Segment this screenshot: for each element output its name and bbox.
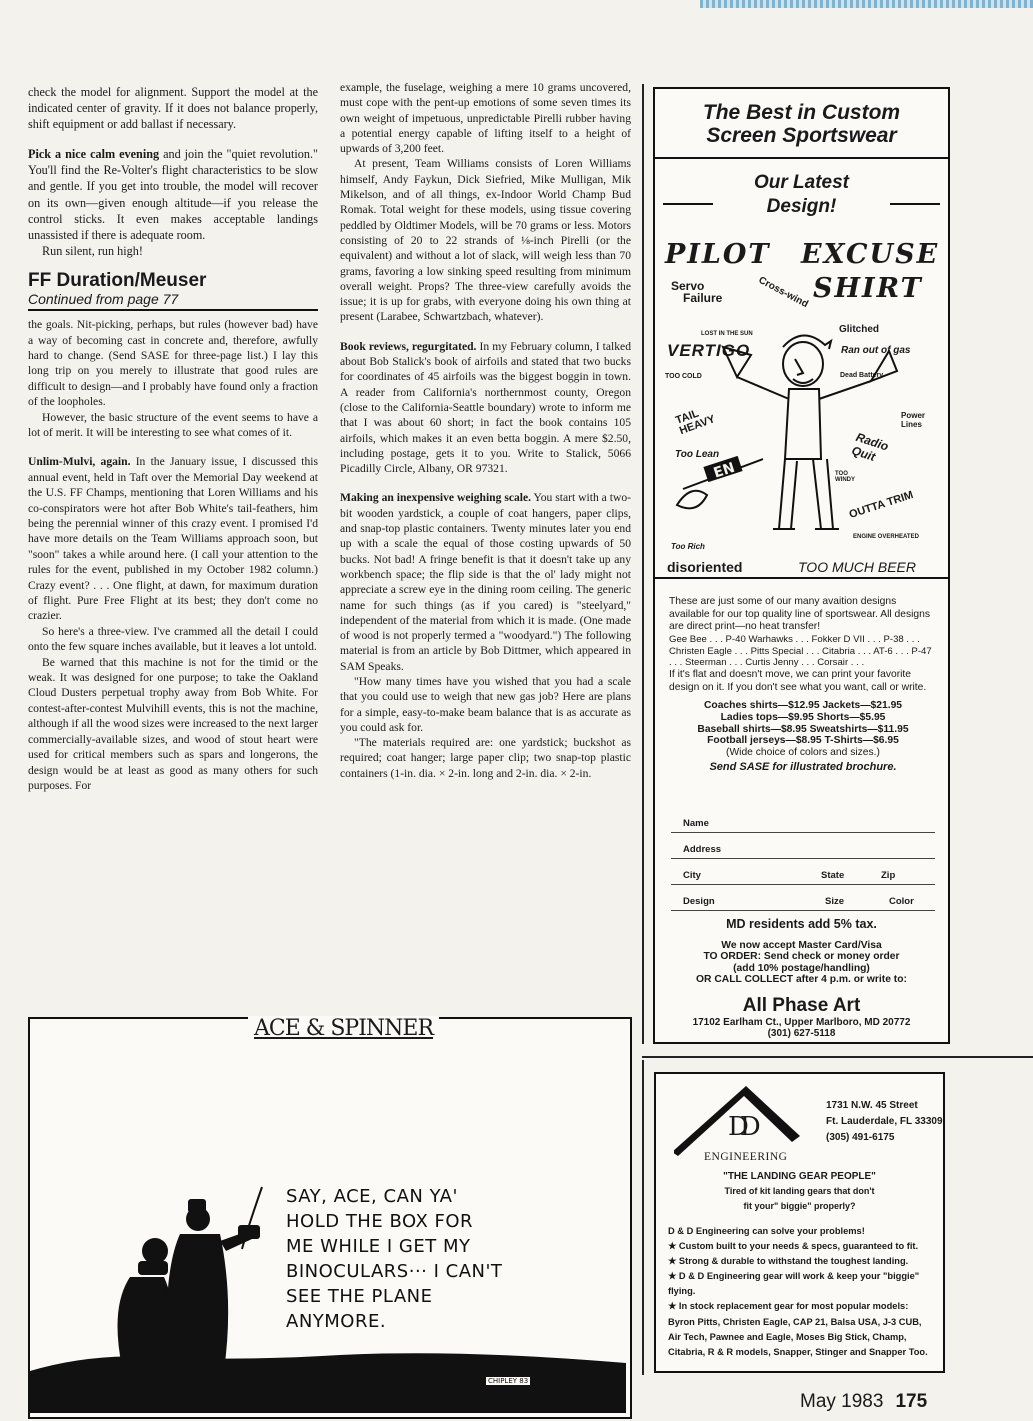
paragraph: However, the basic structure of the event seems to have a lot of merit. It will be interesting to see what comes of it. [28, 410, 318, 439]
paragraph-lead: Book reviews, regurgitated. [340, 339, 477, 353]
speech-line: ME WHILE I GET MY [286, 1236, 471, 1257]
paragraph-text: In my February column, I talked about Bob Stalick's book of airfoils and stated that two bucks for coordinates of 45 airfoils was the biggest boggin in town. A reader from California's northernmost county, Oregon (close to the California-Seattle boundary) wrote to inform me that I was about 60 short; in fact the book contains 105 airfoils, which makes it an even betta boggin. A mere $2.50, including postage, gets it to you. Write to Stalick, 5066 Picadilly Circle, Albany, OR 97321. [340, 339, 631, 476]
body-text: Gee Bee . . . P-40 Warhawks . . . Fokker D VII . . . P-38 . . . Christen Eagle . . . Pitts Special . . . Citabria . . . AT-6 . . . P-47 . . . Steerman . . . Curtis Jenny . . . Corsair . . . [669, 633, 932, 669]
heading-rule [663, 203, 713, 205]
form-label: Size [825, 896, 845, 907]
phone-line: (305) 491-6175 [826, 1132, 895, 1143]
excuse-label: VERTIGO [667, 341, 751, 360]
column-2 [340, 80, 631, 781]
paragraph: At present, Team Williams consists of Loren Williams himself, Andy Faykun, Dick Siefried, Mike Mulligan, Mik Mikelson, and of all things, ex-Indoor World Champ Bud Romak. Total weight for these models, using tissue covering peddled by Oldtimer Models, will be 70 grams or less. Motors consisting of 20 to 22 strands of ⅛-inch Pirelli (or the equivalent) and without a lot of slack, will weigh less than 70 grams, favoring a low sinking speed resulting from minimum overall weight. Props? The three-view carefully avoids the issue; it is up for grabs, with everyone doing his own thing at present (Larabee, Schwartzbach, whatever). [340, 157, 631, 324]
list-item [668, 1269, 936, 1299]
page-footer [800, 1391, 927, 1413]
paragraph-text: and join the "quiet revolution." You'll find the Re-Volter's flight characteristics to be slow and gentle. If you get into trouble, the model will recover on its own—given enough altitude—if you release the control sticks. It even makes acceptable landings unassisted if there is adequate room. [28, 147, 318, 242]
speech-line: HOLD THE BOX FOR [286, 1211, 474, 1232]
excuse-label: disoriented [667, 559, 743, 575]
tax-note: MD residents add 5% tax. [726, 917, 877, 931]
paragraph-text: You start with a two-bit wooden yardstick, a couple of coat hangers, paper clips, and snap-top plastic containers. Twenty minutes later you end up with a scale the equal of those costing upwards of 50 bucks. Not bad! A fringe benefit is that it doesn't take up any workbench space; the flip side is that the ol' lady might not appreciate a screw eye in the dining room ceiling. The generic name for such things (as if you cared) is "steelyard," independent of the material from which it is made. (One made of wood is not properly termed a "woodyard.") The following material is from an article by Bob Dittmer, which appeared in SAM Speaks. [340, 491, 631, 673]
excuse-label: Dead Battery [840, 372, 884, 379]
excuse-label: Glitched [839, 324, 880, 335]
phone-line: (301) 627-5118 [767, 1028, 836, 1039]
excuse-label: LOST IN THE SUN [701, 331, 753, 337]
page-number: 175 [895, 1391, 928, 1412]
paragraph-lead: Unlim-Mulvi, again. [28, 455, 131, 469]
excuse-label: Too Rich [671, 542, 705, 551]
paragraph: Be warned that this machine is not for the timid or the weak. It was designed for one purpose; to take the Oakland Cloud Dusters perpetual trophy away from Bob White. For contest-after-contest Mulvihill events, this is not the machine, although if all the wood sizes were increased to the next larger commercially-available sizes, and wood of stout heart were used for critical members such as spars and longerons, the design would be at least as good as many others for such purposes. For [28, 655, 318, 792]
section-title: FF Duration/Meuser [28, 269, 207, 291]
tagline-line: fit your" biggie" properly? [743, 1201, 856, 1211]
latest-line: Our Latest [753, 172, 850, 193]
horizontal-divider [642, 1056, 1033, 1058]
art-rule [655, 577, 948, 579]
star-icon: ★ [668, 1271, 679, 1282]
speech-line: SEE THE PLANE [286, 1286, 433, 1307]
order-form [671, 807, 935, 911]
form-label: State [821, 870, 845, 881]
ad2-address [826, 1098, 943, 1146]
form-label: City [683, 870, 701, 881]
tagline-line: "THE LANDING GEAR PEOPLE" [723, 1171, 876, 1182]
section-subtitle: Continued from page 77 [28, 291, 318, 311]
body-text: If it's flat and doesn't move, we can print your favorite design on it. If you don't see what you want, call or write. [669, 669, 927, 693]
paragraph-text: In the January issue, I discussed this annual event, held in Taft over the Memorial Day weekend at the U.S. FF Champs, mentioning that Loren Williams and his co-conspirators were hot after Bob White's tail-feathers, him being the perennial winner of this crazy event. I promised I'd have more details on the Team Williams approach soon, but "soon" takes a while around here. (I call your attention to the rules for the event, published in my October 1982 column.) Crazy event? . . . One flight, at dawn, for maximum duration of flight. Pure Free Flight at its best; they don't come no crazier. [28, 455, 318, 623]
pilot-excuse-shirt-art [663, 239, 940, 575]
excuse-label: OUTTA TRIM [847, 489, 915, 521]
ace-spinner-cartoon [28, 1017, 632, 1419]
order-line: We now accept Master Card/Visa [721, 940, 882, 951]
list-item [668, 1239, 936, 1254]
ad-headline [655, 89, 948, 159]
form-row-address[interactable] [671, 833, 935, 859]
form-label: Address [683, 844, 722, 855]
latest-design-heading [655, 171, 948, 219]
form-label: Color [889, 896, 914, 907]
ad2-tagline [656, 1169, 943, 1214]
excuse-label: TOO COLD [665, 373, 702, 380]
price-line: Ladies tops—$9.95 Shorts—$5.95 [720, 711, 886, 723]
headline-line: The Best in Custom [702, 101, 901, 124]
city-line: Ft. Lauderdale, FL 33309 [826, 1116, 943, 1127]
tagline-line: Tired of kit landing gears that don't [724, 1186, 875, 1196]
excuse-label: Too Lean [675, 449, 720, 460]
excuse-label: TOO WINDY [835, 471, 855, 483]
excuse-label: Servo [671, 279, 705, 293]
price-line: Baseball shirts—$8.95 Sweatshirts—$11.95 [697, 723, 909, 735]
form-row-city[interactable] [671, 859, 935, 885]
form-label: Name [683, 818, 709, 829]
star-icon: ★ [668, 1256, 679, 1267]
excuse-label: Power Lines [901, 411, 926, 429]
paragraph [340, 490, 631, 674]
column-divider [642, 84, 644, 1044]
excuse-label: Cross-wind [756, 274, 810, 311]
order-line: OR CALL COLLECT after 4 p.m. or write to: [696, 974, 907, 986]
paragraph: So here's a three-view. I've crammed all the detail I could onto the few square inches available, but it leaves a lot untold. [28, 624, 318, 654]
price-line: Coaches shirts—$12.95 Jackets—$21.95 [703, 700, 903, 712]
address-line: 17102 Earlham Ct., Upper Marlboro, MD 20772 [692, 1017, 911, 1028]
engineering-label: ENGINEERING [704, 1151, 788, 1163]
paragraph [28, 146, 318, 243]
sase-note: Send SASE for illustrated brochure. [709, 761, 897, 774]
speech-line: SAY, ACE, CAN YA' [286, 1186, 458, 1207]
paragraph: check the model for alignment. Support the model at the indicated center of gravity. If it does not balance properly, shift equipment or add ballast if necessary. [28, 85, 318, 132]
issue-date: May 1983 [800, 1391, 884, 1412]
paragraph: Run silent, run high! [42, 243, 143, 258]
cartoon-signature: CHIPLEY 83 [488, 1377, 529, 1385]
latest-line: Design! [766, 196, 837, 217]
list-item-text: Custom built to your needs & specs, guaranteed to fit. [678, 1241, 919, 1252]
list-item-text: In stock replacement gear for most popular models: Byron Pitts, Christen Eagle, CAP 21, Balsa USA, J-3 CUB, Air Tech, Pawnee and Eagle, Moses Big Stick, Champ, Citabria, R & R models, Snapper, Stinger and Snapper Too. [668, 1301, 928, 1357]
form-label: Zip [881, 870, 896, 881]
art-title: SHIRT [813, 273, 923, 304]
sportswear-ad [653, 87, 950, 1044]
excuse-label: TOO MUCH BEER [798, 559, 916, 575]
price-line: (Wide choice of colors and sizes.) [726, 746, 880, 758]
excuse-label: ENGINE OVERHEATED [853, 534, 919, 540]
solve-line: D & D Engineering can solve your problems! [668, 1226, 865, 1236]
star-icon: ★ [668, 1241, 679, 1252]
excuse-label: Ran out of gas [841, 345, 911, 356]
paragraph: example, the fuselage, weighing a mere 10 grams uncovered, must cope with the pent-up emotions of some seven times its own weight of impetuous, unpredictable Pirelli rubber having a potential energy capable of lifting itself to a height of upwards of 3,200 feet. [340, 81, 631, 156]
headline-line: Screen Sportswear [706, 124, 897, 147]
ad-body [669, 596, 937, 774]
excuse-label: Failure [683, 291, 723, 305]
column-1 [28, 84, 318, 793]
price-list [669, 700, 937, 758]
paragraph [340, 339, 631, 477]
order-line: TO ORDER: Send check or money order [703, 951, 900, 963]
column-divider [642, 1060, 644, 1375]
excuse-label: Radio Quit [849, 429, 891, 465]
art-title: PILOT [665, 239, 771, 270]
order-line: (add 10% postage/handling) [733, 962, 870, 974]
form-row-design[interactable] [671, 885, 935, 911]
paragraph [28, 454, 318, 623]
excuse-label: TAIL HEAVY [674, 407, 717, 438]
company-address [655, 1017, 948, 1039]
landing-gear-ad [654, 1072, 945, 1373]
body-text: These are just some of our many avaition designs available for our top quality line of sportswear. All designs are direct print—no heat transfer! [669, 596, 931, 633]
paragraph: the goals. Nit-picking, perhaps, but rules (however bad) have a way of becoming cast in concrete and, therefore, awfully hard to change. (Send SASE for three-page list.) I lay this long trip on you merely to illustrate that good rules are difficult to design—and I probably have found only a fraction of the loopholes. [28, 318, 318, 409]
dd-logo: DD [728, 1112, 752, 1142]
paragraph: "How many times have you wished that you had a scale that you could use to weigh that new gas job? Here are plans for a simple, easy-to-make beam balance that is as accurate as you could ask for. [340, 674, 631, 734]
heading-rule [890, 203, 940, 205]
star-icon: ★ [668, 1301, 679, 1312]
list-item [668, 1254, 936, 1269]
paragraph: "The materials required are: one yardstick; buckshot as required; coat hanger; large paper clip; two snap-top plastic containers (1-in. dia. × 2-in. long and 2-in. dia. × 2-in. [340, 736, 631, 780]
list-item [668, 1299, 936, 1359]
cartoon-title: ACE & SPINNER [248, 1016, 439, 1041]
form-label: Design [683, 896, 715, 907]
cartoon-figures-illustration [30, 1019, 626, 1413]
speech-line: ANYMORE. [286, 1311, 387, 1332]
art-title: EXCUSE [801, 239, 940, 270]
list-item-text: D & D Engineering gear will work & keep your "biggie" flying. [668, 1271, 920, 1297]
order-instructions [655, 940, 948, 986]
street-line: 1731 N.W. 45 Street [826, 1100, 918, 1111]
sign-text: EN [711, 459, 737, 482]
paragraph-lead: Pick a nice calm evening [28, 147, 160, 162]
pilot-figure-illustration [663, 239, 938, 559]
form-row-name[interactable] [671, 807, 935, 833]
list-item-text: Strong & durable to withstand the toughest landing. [678, 1256, 909, 1267]
top-edge-strip [700, 0, 1033, 8]
ad2-benefit-list [668, 1224, 936, 1360]
paragraph-lead: Making an inexpensive weighing scale. [340, 491, 532, 505]
speech-line: BINOCULARS··· I CAN'T [286, 1261, 503, 1282]
price-line: Football jerseys—$8.95 T-Shirts—$6.95 [707, 735, 899, 747]
company-name: All Phase Art [742, 995, 861, 1016]
